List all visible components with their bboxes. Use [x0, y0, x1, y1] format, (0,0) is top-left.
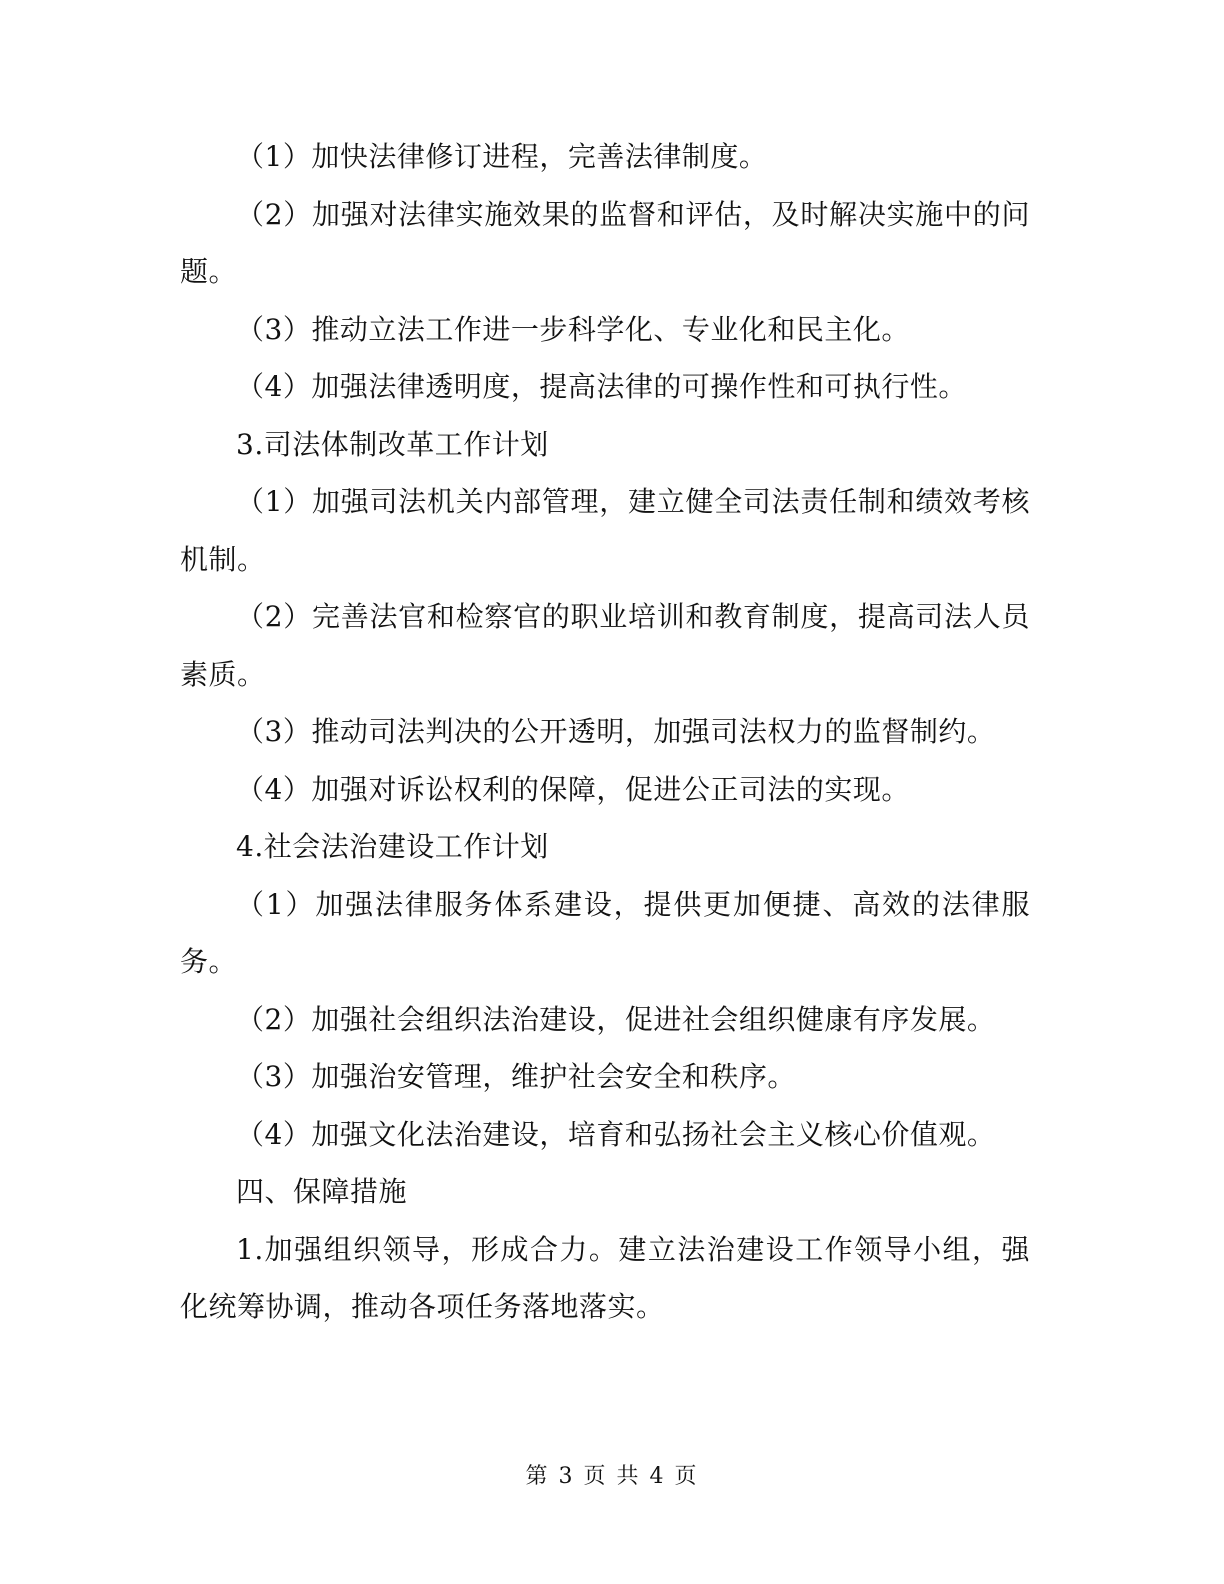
- paragraph-cultural-rule-of-law: （4）加强文化法治建设，培育和弘扬社会主义核心价值观。: [236, 1117, 996, 1151]
- section-heading-social-rule-of-law: 4.社会法治建设工作计划: [236, 830, 549, 863]
- paragraph-law-revision: （1）加快法律修订进程，完善法律制度。: [236, 140, 768, 173]
- paragraph-legislation-reform: （3）推动立法工作进一步科学化、专业化和民主化。: [236, 312, 910, 346]
- section-heading-safeguards: 四、保障措施: [236, 1175, 408, 1208]
- paragraph-public-security: （3）加强治安管理，维护社会安全和秩序。: [236, 1060, 796, 1093]
- paragraph-law-supervision: （2）加强对法律实施效果的监督和评估，及时解决实施中的问题。: [180, 197, 1030, 288]
- section-heading-judicial-reform: 3.司法体制改革工作计划: [236, 427, 549, 461]
- paragraph-organizational-leadership: 1.加强组织领导，形成合力。建立法治建设工作领导小组，强化统筹协调，推动各项任务落地落实。: [180, 1232, 1030, 1323]
- paragraph-judicial-management: （1）加强司法机关内部管理，建立健全司法责任制和绩效考核机制。: [180, 485, 1030, 576]
- paragraph-judgment-transparency: （3）推动司法判决的公开透明，加强司法权力的监督制约。: [236, 715, 996, 748]
- paragraph-social-organizations: （2）加强社会组织法治建设，促进社会组织健康有序发展。: [236, 1002, 996, 1036]
- document-body: [180, 128, 1030, 1336]
- paragraph-judge-training: （2）完善法官和检察官的职业培训和教育制度，提高司法人员素质。: [180, 600, 1030, 691]
- page-footer: 第 3 页 共 4 页: [525, 1464, 699, 1489]
- paragraph-law-transparency: （4）加强法律透明度，提高法律的可操作性和可执行性。: [236, 370, 967, 403]
- paragraph-litigation-rights: （4）加强对诉讼权利的保障，促进公正司法的实现。: [236, 772, 910, 806]
- paragraph-legal-services: （1）加强法律服务体系建设，提供更加便捷、高效的法律服务。: [180, 887, 1030, 978]
